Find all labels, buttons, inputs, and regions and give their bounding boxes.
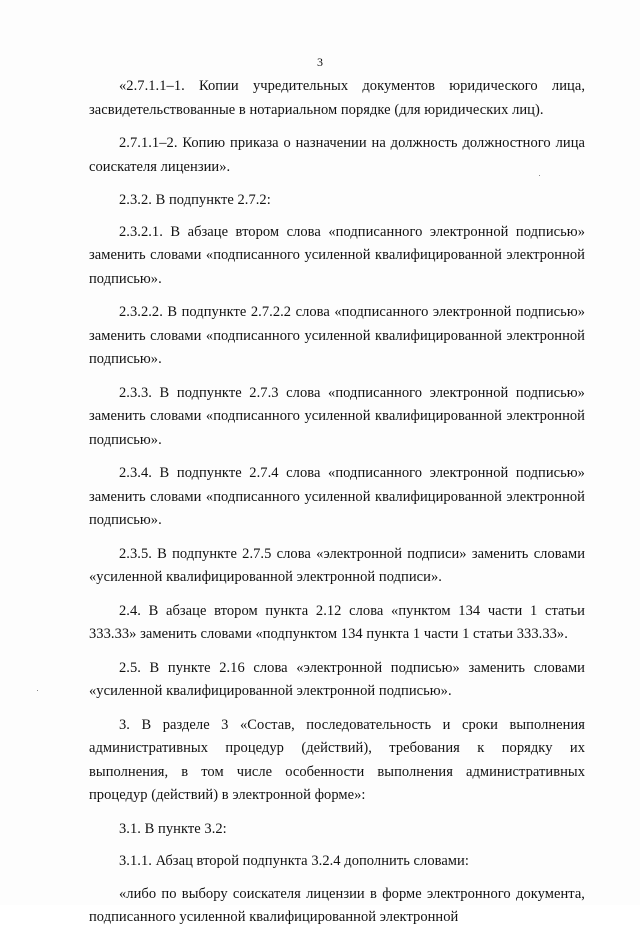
- page-number: 3: [317, 55, 323, 69]
- paragraph-2-4: 2.4. В абзаце втором пункта 2.12 слова «пунктом 134 части 1 статьи 333.33» заменить словами «подпунктом 134 пункта 1 части 1 статьи 333.33».: [89, 602, 585, 642]
- paragraph-3-1-1: 3.1.1. Абзац второй подпункта 3.2.4 дополнить словами:: [119, 853, 469, 869]
- paragraph-3: 3. В разделе 3 «Состав, последовательность и сроки выполнения административных процедур (действий), требования к порядку их выполнения, в том числе особенности выполнения административных процедур (действий) в электронной форме»:: [89, 716, 585, 803]
- paragraph-2-3-2-1: 2.3.2.1. В абзаце втором слова «подписанного электронной подписью» заменить словами «подписанного усиленной квалифицированной электронной подписью».: [89, 223, 585, 287]
- paragraph-2-3-5: 2.3.5. В подпункте 2.7.5 слова «электронной подписи» заменить словами «усиленной квалифицированной электронной подписи».: [89, 545, 585, 585]
- paragraph-2-7-1-1-1: «2.7.1.1–1. Копии учредительных документов юридического лица, засвидетельствованные в нотариальном порядке (для юридических лиц).: [89, 78, 585, 118]
- paragraph-quote-continuation: «либо по выбору соискателя лицензии в форме электронного документа, подписанного усиленной квалифицированной электронной: [89, 885, 585, 925]
- paragraph-2-3-2: 2.3.2. В подпункте 2.7.2:: [119, 192, 271, 208]
- scan-artifact: [37, 690, 38, 691]
- paragraph-2-3-4: 2.3.4. В подпункте 2.7.4 слова «подписанного электронной подписью» заменить словами «подписанного усиленной квалифицированной электронной подписью».: [89, 465, 585, 528]
- scan-artifact: [539, 175, 540, 176]
- paragraph-2-7-1-1-2: 2.7.1.1–2. Копию приказа о назначении на должность должностного лица соискателя лицензии».: [89, 135, 585, 175]
- paragraph-2-3-2-2: 2.3.2.2. В подпункте 2.7.2.2 слова «подписанного электронной подписью» заменить словами «подписанного усиленной квалифицированной электронной подписью».: [89, 304, 585, 367]
- paragraph-2-5: 2.5. В пункте 2.16 слова «электронной подписью» заменить словами «усиленной квалифицированной электронной подписью».: [89, 659, 585, 699]
- paragraph-2-3-3: 2.3.3. В подпункте 2.7.3 слова «подписанного электронной подписью» заменить словами «подписанного усиленной квалифицированной электронной подписью».: [89, 384, 585, 448]
- paragraph-3-1: 3.1. В пункте 3.2:: [119, 820, 227, 837]
- document-body: [89, 75, 585, 930]
